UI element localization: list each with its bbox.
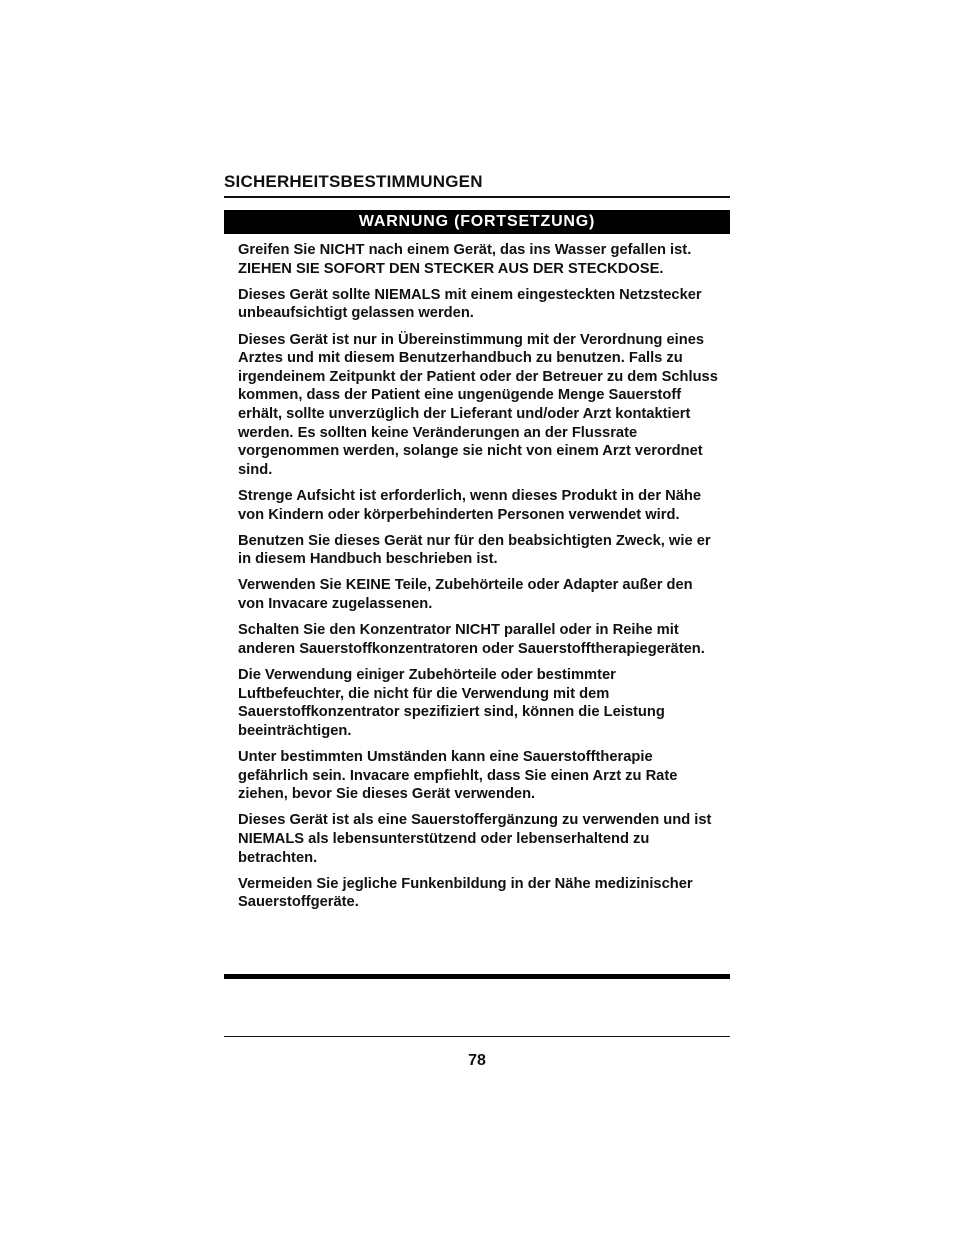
warning-paragraph: Die Verwendung einiger Zubehörteile oder bestimmter Luftbefeuchter, die nicht für die Verwendung mit dem Sauerstoffkonzentrator spezifiziert sind, können die Leistung beeinträchtigen. bbox=[238, 667, 665, 739]
warning-paragraph: Greifen Sie NICHT nach einem Gerät, das ins Wasser gefallen ist. ZIEHEN SIE SOFORT DEN STECKER AUS DER STECKDOSE. bbox=[238, 242, 692, 277]
warning-banner: WARNUNG (FORTSETZUNG) bbox=[224, 210, 730, 234]
warning-paragraph: Dieses Gerät ist nur in Übereinstimmung mit der Verordnung eines Arztes und mit diesem Benutzerhandbuch zu benutzen. Falls zu irgendeinem Zeitpunkt der Patient oder der Betreuer zu dem Schluss kommen, dass der Patient eine ungenügende Menge Sauerstoff erhält, sollte unverzüglich der Lieferant und/oder Arzt kontaktiert werden. Es sollten keine Veränderungen an der Flussrate vorgenommen werden, solange sie nicht von einem Arzt verordnet sind. bbox=[238, 331, 718, 478]
warning-paragraph: Dieses Gerät ist als eine Sauerstoffergänzung zu verwenden und ist NIEMALS als lebensunterstützend oder lebenserhaltend zu betrachten. bbox=[238, 812, 712, 866]
warning-paragraph: Verwenden Sie KEINE Teile, Zubehörteile oder Adapter außer den von Invacare zugelassenen. bbox=[238, 577, 693, 613]
warning-paragraph: Dieses Gerät sollte NIEMALS mit einem eingesteckten Netzstecker unbeaufsichtigt gelassen werden. bbox=[238, 286, 702, 322]
page-number: 78 bbox=[468, 1052, 486, 1069]
warning-paragraph: Strenge Aufsicht ist erforderlich, wenn dieses Produkt in der Nähe von Kindern oder körperbehinderten Personen verwendet wird. bbox=[238, 487, 702, 523]
warning-paragraph: Schalten Sie den Konzentrator NICHT parallel oder in Reihe mit anderen Sauerstoffkonzentratoren oder Sauerstofftherapiegeräten. bbox=[238, 622, 705, 657]
warning-paragraph: Benutzen Sie dieses Gerät nur für den beabsichtigten Zweck, wie er in diesem Handbuch beschrieben ist. bbox=[238, 532, 711, 568]
section-title: SICHERHEITSBESTIMMUNGEN bbox=[224, 172, 483, 191]
warning-paragraph: Unter bestimmten Umständen kann eine Sauerstofftherapie gefährlich sein. Invacare empfiehlt, dass Sie einen Arzt zu Rate ziehen, bevor Sie dieses Gerät verwenden. bbox=[238, 749, 678, 803]
warning-end-bar bbox=[224, 974, 730, 979]
warning-list bbox=[238, 241, 720, 920]
title-divider bbox=[224, 196, 730, 198]
footer-divider bbox=[224, 1036, 730, 1037]
warning-paragraph: Vermeiden Sie jegliche Funkenbildung in der Nähe medizinischer Sauerstoffgeräte. bbox=[238, 875, 693, 911]
